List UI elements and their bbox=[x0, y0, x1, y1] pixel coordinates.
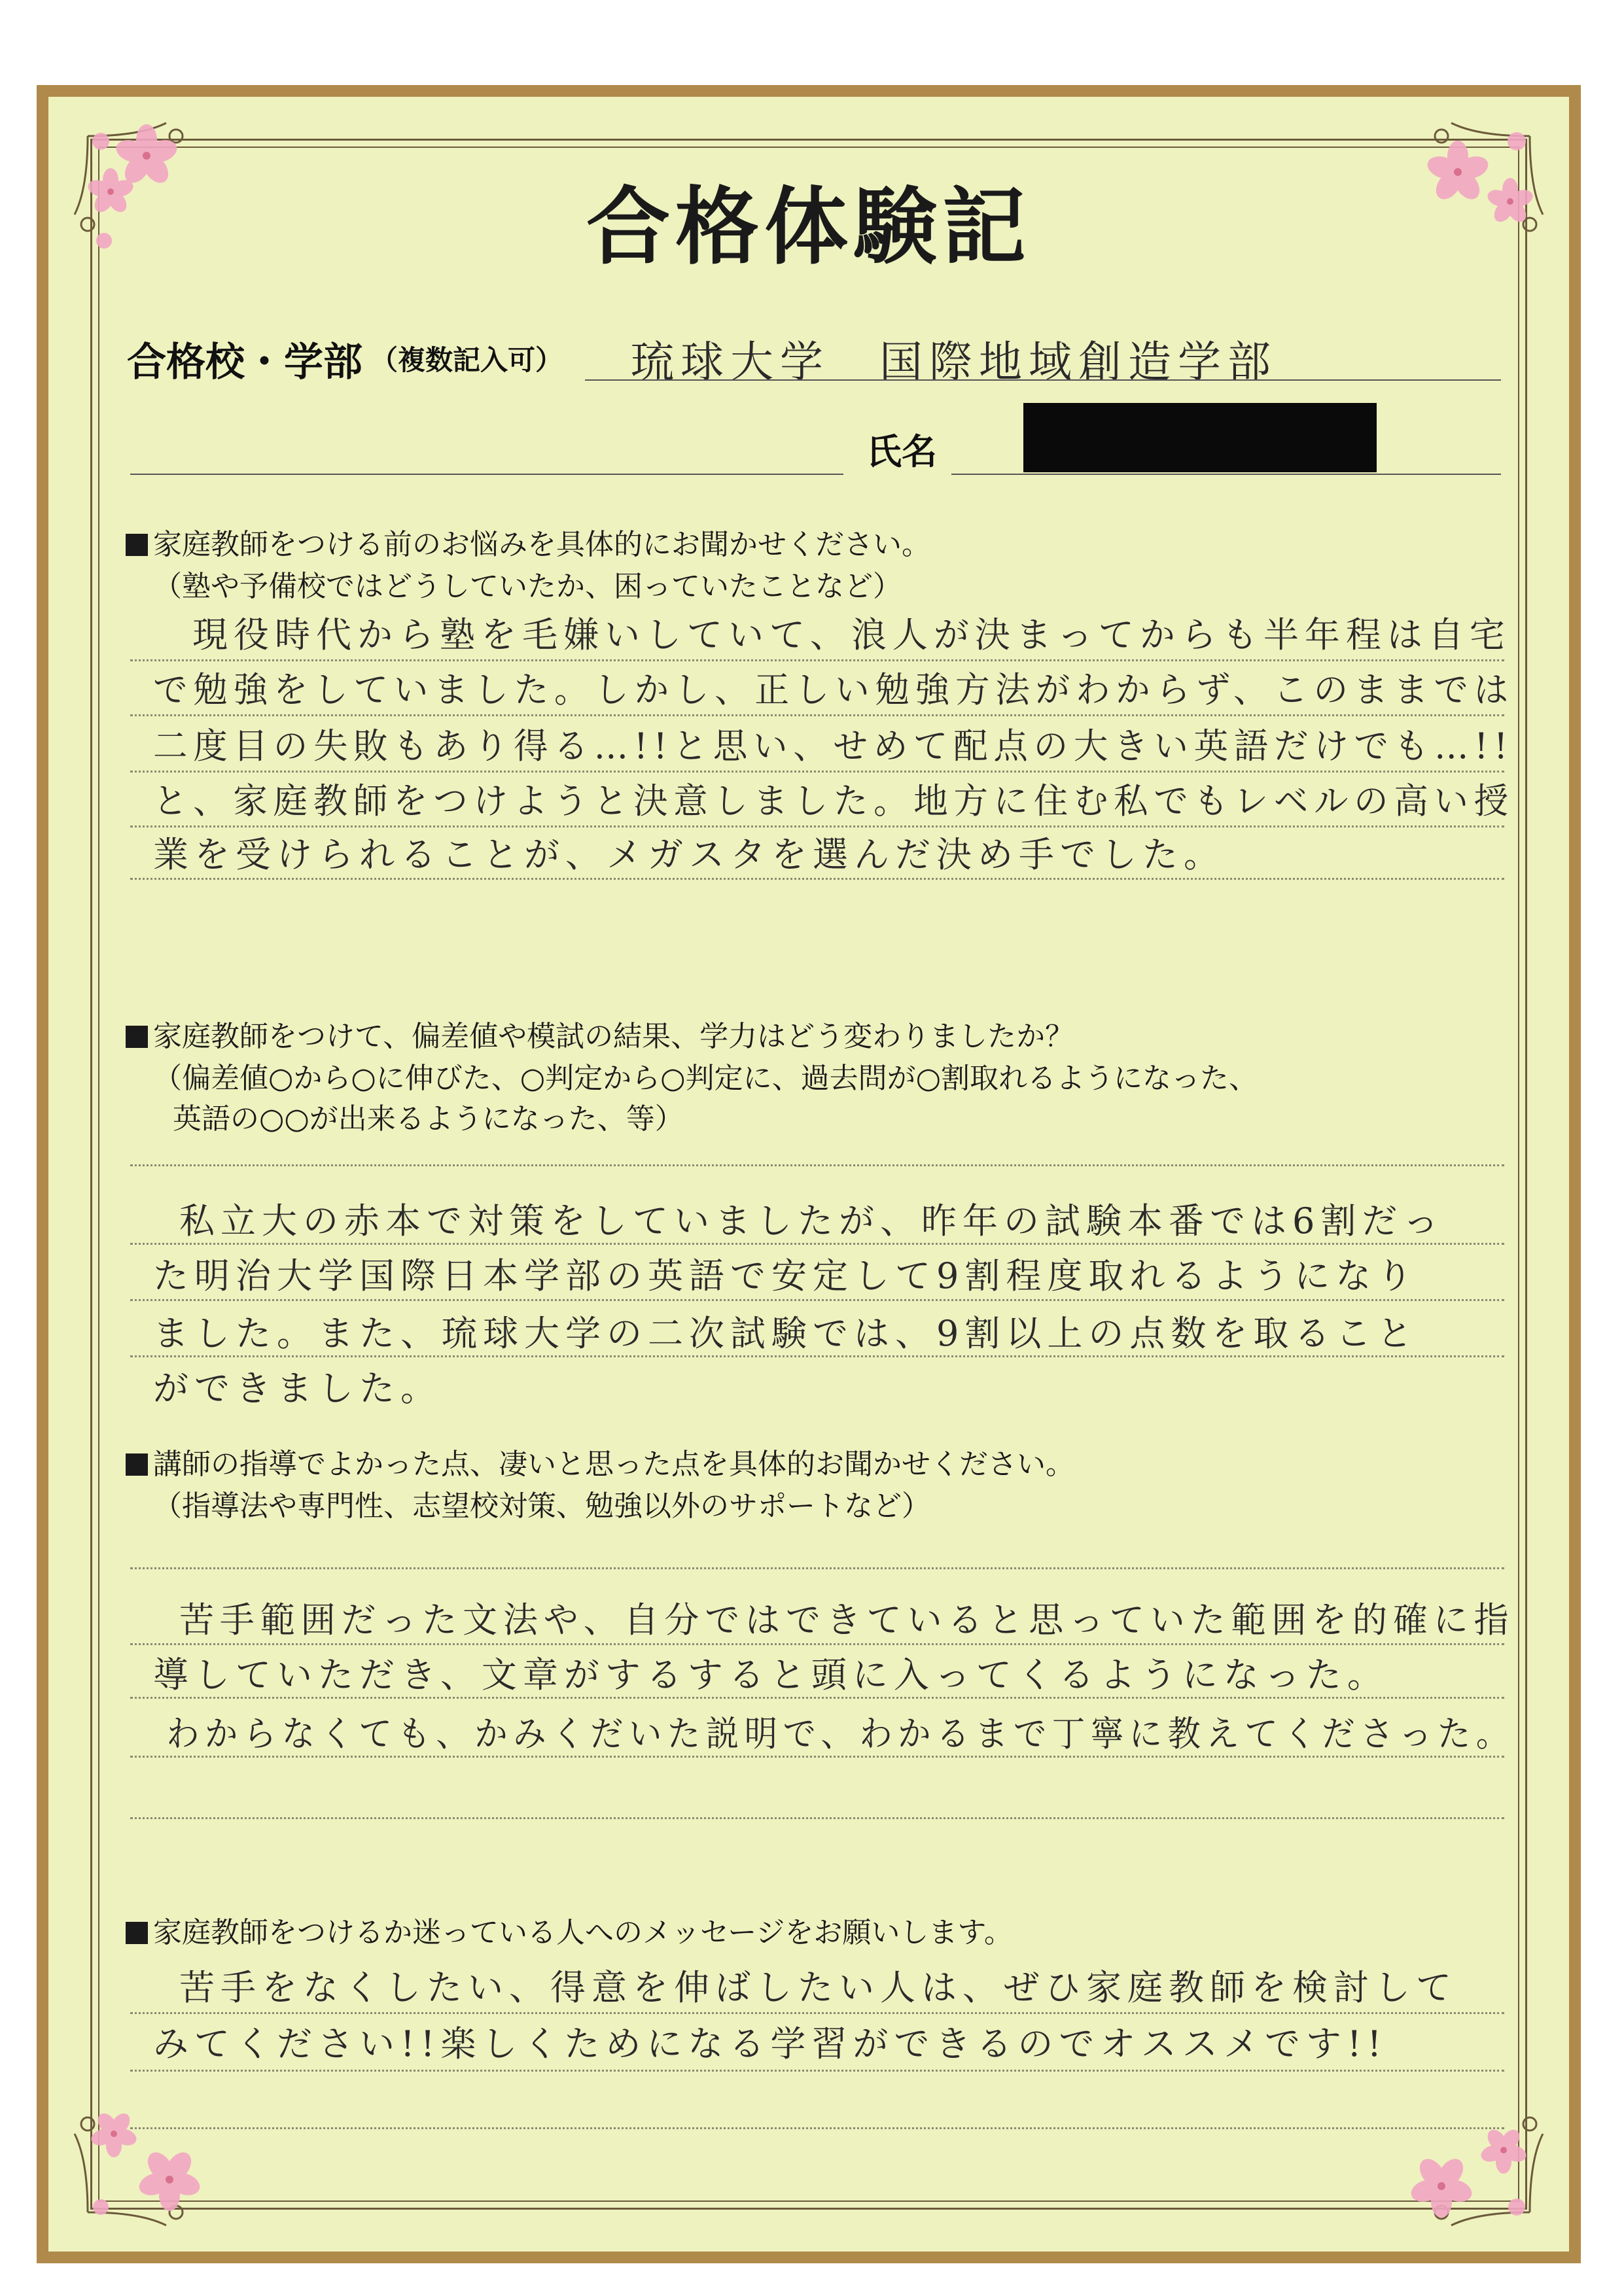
answer-rule bbox=[130, 1817, 1504, 1819]
section-3-sub: （指導法や専門性、志望校対策、勉強以外のサポートなど） bbox=[153, 1489, 930, 1523]
school-note: （複数記入可） bbox=[370, 344, 563, 376]
paper bbox=[48, 97, 1569, 2252]
name-left-rule bbox=[130, 474, 843, 475]
section-1-question: 家庭教師をつける前のお悩みを具体的にお聞かせください。 bbox=[126, 521, 930, 563]
answer-rule bbox=[130, 771, 1504, 773]
answer-rule bbox=[130, 1164, 1504, 1166]
page-title: 合格体験記 bbox=[586, 178, 1031, 276]
section-2-sub: （偏差値○から○に伸びた、○判定から○判定に、過去問が○割取れるようになった、 bbox=[153, 1062, 1258, 1095]
bullet-square-icon bbox=[126, 1453, 148, 1476]
school-value: 琉球大学 国際地域創造学部 bbox=[631, 337, 1277, 387]
section-1-answer-line: 現役時代から塾を毛嫌いしていて、浪人が決まってからも半年程は自宅 bbox=[192, 614, 1511, 655]
name-label: 氏名 bbox=[866, 431, 937, 472]
section-2-sub: 英語の○○が出来るようになった、等） bbox=[173, 1102, 684, 1136]
section-3-question: 講師の指導でよかった点、凄いと思った点を具体的お聞かせください。 bbox=[126, 1440, 1074, 1482]
section-1-answer-line: 業を受けられることが、メガスタを選んだ決め手でした。 bbox=[153, 834, 1225, 875]
certificate-frame bbox=[37, 85, 1581, 2263]
answer-rule bbox=[130, 1567, 1504, 1569]
section-1-answer-line: で勉強をしていました。しかし、正しい勉強方法がわからず、このままでは bbox=[153, 669, 1514, 710]
answer-rule bbox=[130, 1697, 1504, 1699]
name-right-rule bbox=[951, 474, 1501, 475]
answer-rule bbox=[130, 714, 1504, 716]
section-4-answer-line: 苦手をなくしたい、得意を伸ばしたい人は、ぜひ家庭教師を検討して bbox=[179, 1967, 1457, 2008]
section-2-answer-line: 私立大の赤本で対策をしていましたが、昨年の試験本番では6割だっ bbox=[179, 1200, 1445, 1242]
answer-rule bbox=[130, 1756, 1504, 1758]
section-2-answer-line: た明治大学国際日本学部の英語で安定して9割程度取れるようになり bbox=[153, 1255, 1419, 1296]
section-3-answer-line: 導していただき、文章がするすると頭に入ってくるようになった。 bbox=[153, 1654, 1388, 1696]
section-1-answer-line: と、家庭教師をつけようと決意しました。地方に住む私でもレベルの高い授 bbox=[153, 780, 1514, 822]
bullet-square-icon bbox=[126, 534, 148, 556]
section-2-answer-line: ました。また、琉球大学の二次試験では、9割以上の点数を取ること bbox=[153, 1313, 1419, 1354]
school-label: 合格校・学部 bbox=[127, 339, 362, 385]
answer-rule bbox=[130, 659, 1504, 661]
section-1-answer-line: 二度目の失敗もあり得る…!!と思い、せめて配点の大きい英語だけでも…!! bbox=[153, 725, 1513, 767]
answer-rule bbox=[130, 1643, 1504, 1645]
redacted-name bbox=[1023, 403, 1377, 472]
section-4-answer-line: みてください!!楽しくためになる学習ができるのでオススメです!! bbox=[153, 2023, 1388, 2064]
section-3-answer-line: わからなくても、かみくだいた説明で、わかるまで丁寧に教えてくださった。 bbox=[166, 1713, 1515, 1754]
school-rule bbox=[585, 379, 1501, 381]
section-4-question: 家庭教師をつけるか迷っている人へのメッセージをお願いします。 bbox=[126, 1909, 1013, 1951]
answer-rule bbox=[130, 1355, 1504, 1357]
bullet-square-icon bbox=[126, 1026, 148, 1048]
answer-rule bbox=[130, 878, 1504, 880]
bullet-square-icon bbox=[126, 1922, 148, 1944]
answer-rule bbox=[130, 2070, 1504, 2072]
section-2-question: 家庭教師をつけて、偏差値や模試の結果、学力はどう変わりましたか？ bbox=[126, 1013, 1074, 1054]
section-1-sub: （塾や予備校ではどうしていたか、困っていたことなど） bbox=[153, 570, 902, 603]
answer-rule bbox=[130, 2127, 1504, 2129]
answer-rule bbox=[130, 1243, 1504, 1245]
blossom-ornament-icon bbox=[62, 2075, 225, 2238]
section-2-answer-line: ができました。 bbox=[153, 1368, 442, 1409]
blossom-ornament-icon bbox=[1392, 2075, 1556, 2238]
answer-rule bbox=[130, 2012, 1504, 2014]
section-3-answer-line: 苦手範囲だった文法や、自分ではできていると思っていた範囲を的確に指 bbox=[179, 1599, 1515, 1641]
answer-rule bbox=[130, 1299, 1504, 1301]
